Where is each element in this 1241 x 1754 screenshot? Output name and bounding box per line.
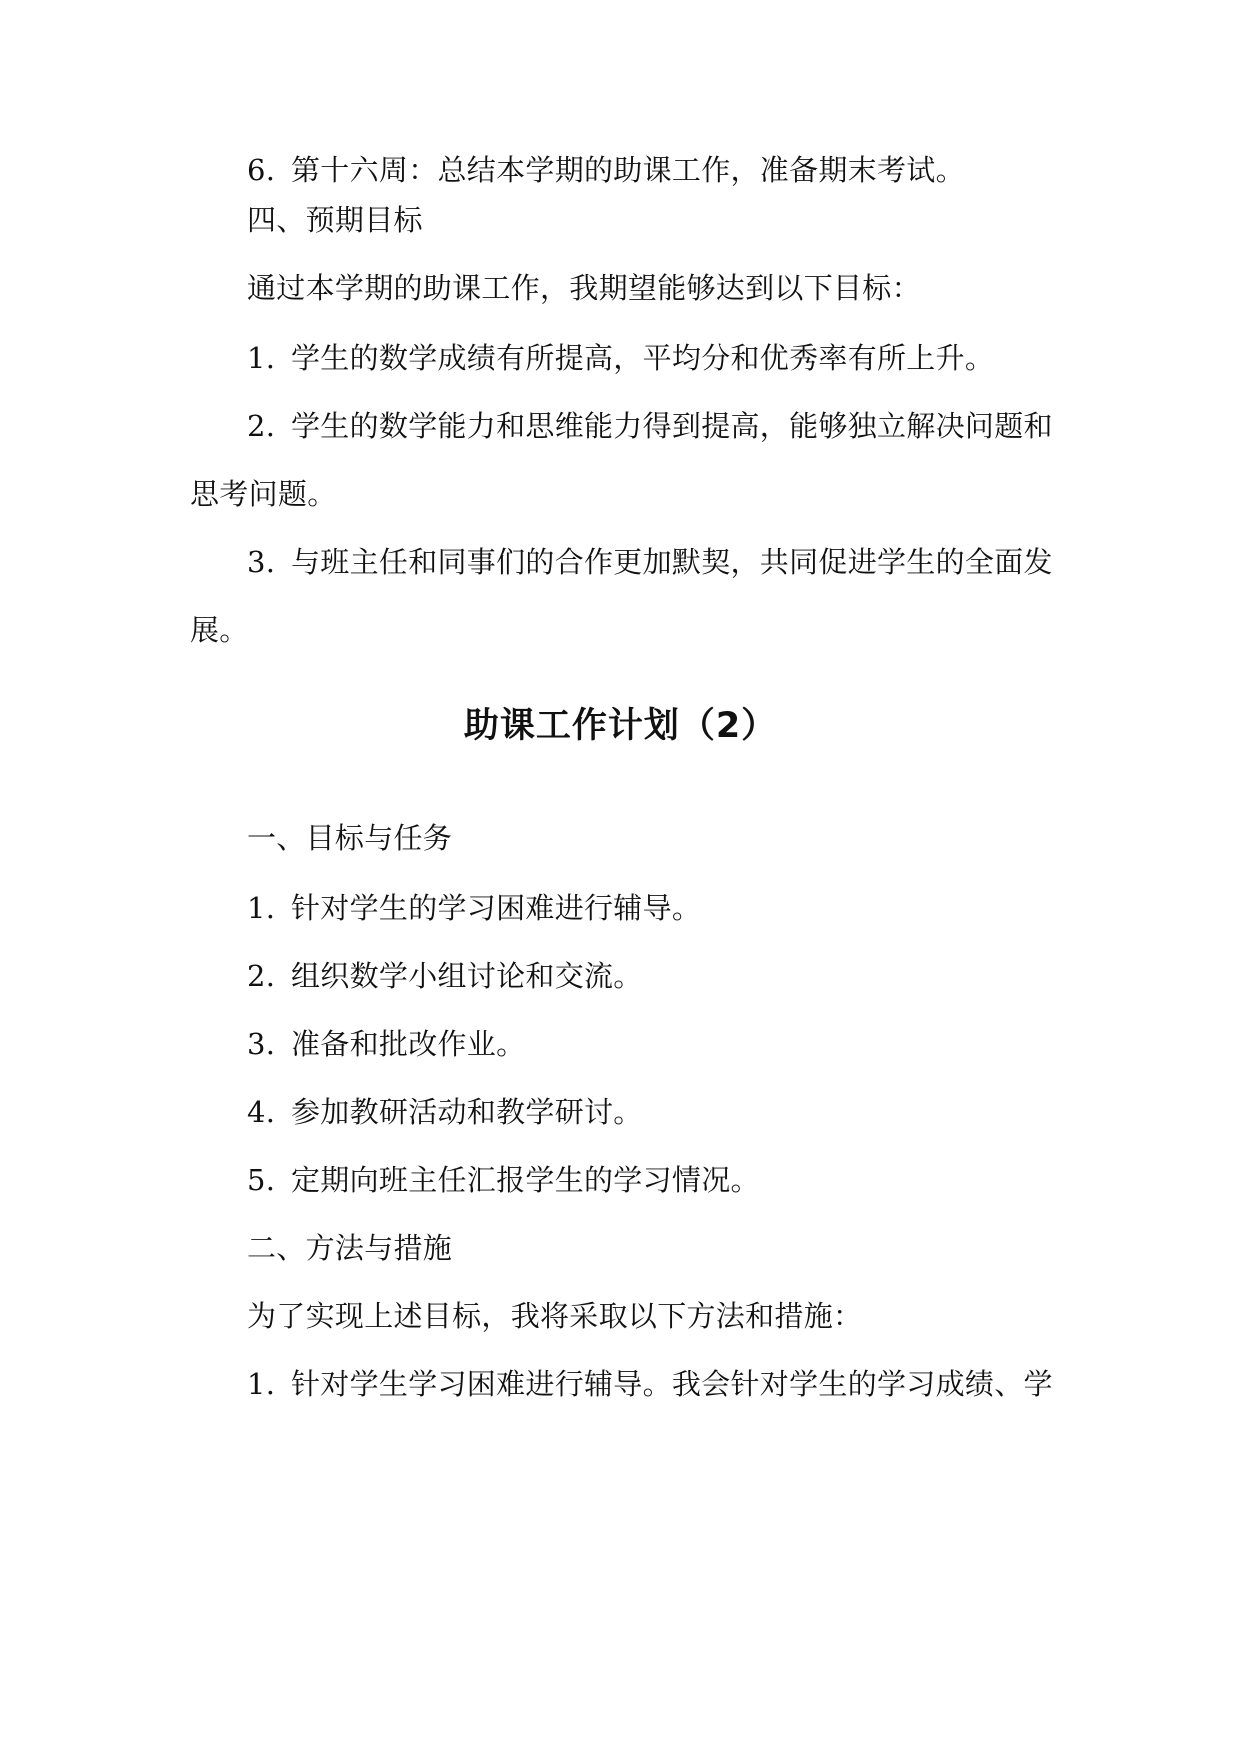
item-text: 第十六周：总结本学期的助课工作，准备期末考试。: [291, 153, 965, 187]
task-item-1: [247, 888, 701, 928]
item-text: 准备和批改作业。: [291, 1027, 526, 1061]
item-number: 1.: [247, 1367, 276, 1401]
item-number: 5.: [247, 1163, 276, 1197]
item-text: 针对学生学习困难进行辅导。我会针对学生的学习成绩、学: [291, 1367, 1053, 1401]
goal-item-2-continued: 思考问题。: [190, 477, 337, 511]
item-number: 2.: [247, 959, 276, 993]
item-text: 学生的数学成绩有所提高，平均分和优秀率有所上升。: [291, 341, 995, 375]
section-heading-methods: 二、方法与措施: [247, 1231, 453, 1265]
item-number: 2.: [247, 409, 276, 443]
item-text: 组织数学小组讨论和交流。: [291, 959, 643, 993]
task-item-5: [247, 1160, 760, 1200]
item-text: 针对学生的学习困难进行辅导。: [291, 891, 702, 925]
document-title: 助课工作计划（2）: [463, 706, 778, 746]
item-number: 3.: [247, 545, 276, 579]
item-number: 3.: [247, 1027, 276, 1061]
item-number: 4.: [247, 1095, 276, 1129]
task-item-2: [247, 956, 643, 996]
item-text: 定期向班主任汇报学生的学习情况。: [291, 1163, 760, 1197]
section-heading-goals-tasks: 一、目标与任务: [247, 821, 453, 855]
goal-item-3-continued: 展。: [190, 613, 249, 647]
method-item-1: [247, 1364, 1053, 1404]
task-item-4: [247, 1092, 643, 1132]
item-number: 1.: [247, 891, 276, 925]
paragraph-methods-intro: 为了实现上述目标，我将采取以下方法和措施：: [247, 1299, 863, 1333]
section-heading-expected-goals: 四、预期目标: [247, 203, 423, 237]
list-item-week-16: [247, 150, 965, 190]
item-text: 学生的数学能力和思维能力得到提高，能够独立解决问题和: [291, 409, 1053, 443]
item-text: 与班主任和同事们的合作更加默契，共同促进学生的全面发: [291, 545, 1053, 579]
goal-item-2: [247, 406, 1053, 446]
goal-item-1: [247, 338, 994, 378]
goal-item-3: [247, 542, 1053, 582]
item-text: 参加教研活动和教学研讨。: [291, 1095, 643, 1129]
item-number: 1.: [247, 341, 276, 375]
paragraph-goals-intro: 通过本学期的助课工作，我期望能够达到以下目标：: [247, 271, 921, 305]
item-number: 6.: [247, 153, 276, 187]
task-item-3: [247, 1024, 525, 1064]
